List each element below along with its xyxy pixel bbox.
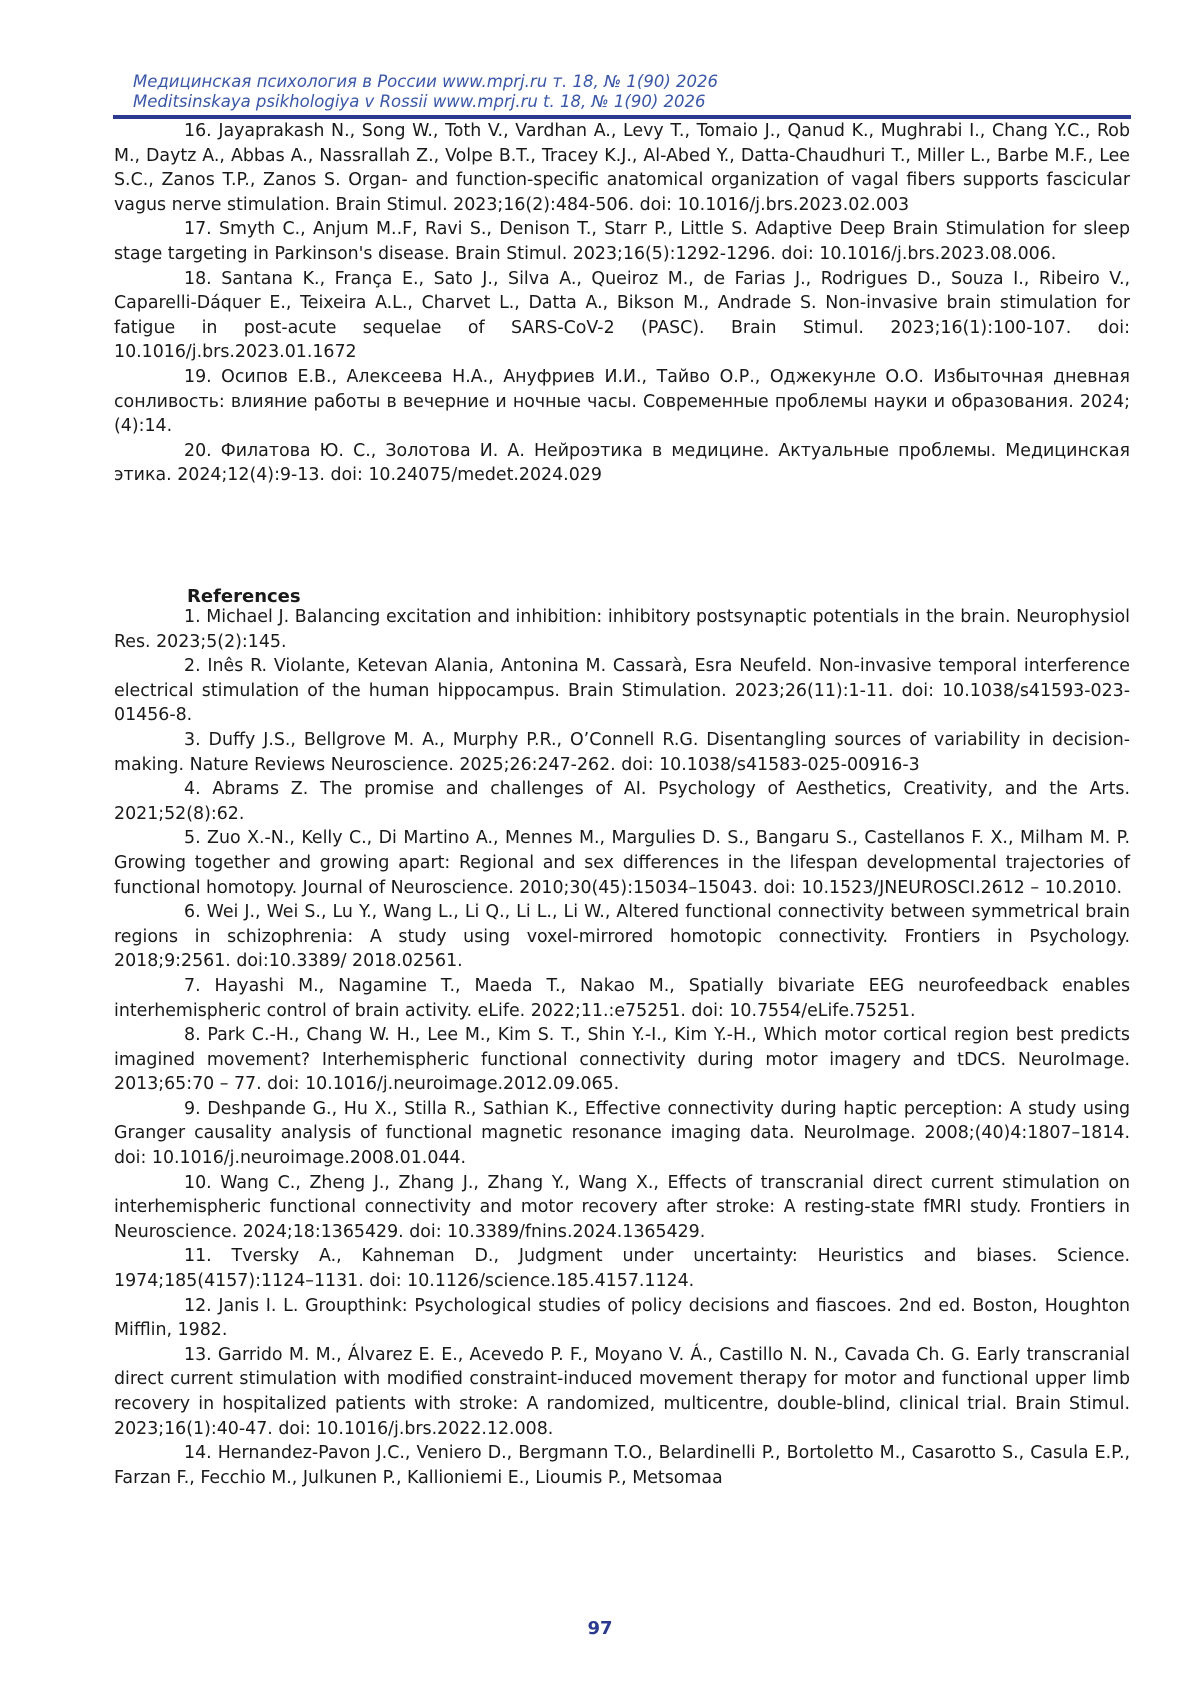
reference-item: 5. Zuo X.-N., Kelly C., Di Martino A., Mennes M., Margulies D. S., Bangaru S., Castellanos F. X., Milham M. P. Growing together and growing apart: Regional and sex differences in the lifespan developmental trajectories of functional homotopy. Journal of Neuroscience. 2010;30(45):15034–15043. doi: 10.1523/JNEUROSCI.2612 – 10.2010. <box>114 828 1130 898</box>
reference-item: 13. Garrido M. M., Álvarez E. E., Acevedo P. F., Moyano V. Á., Castillo N. N., Cavada Ch. G. Early transcranial direct current stimulation with modified constraint-induced movement therapy for motor and functional upper limb recovery in hospitalized patients with stroke: A randomized, multicentre, double-blind, clinical trial. Brain Stimul. 2023;16(1):40-47. doi: 10.1016/j.brs.2022.12.008. <box>114 1344 1130 1439</box>
reference-item: 17. Smyth C., Anjum M..F, Ravi S., Denison T., Starr P., Little S. Adaptive Deep Brain Stimulation for sleep stage targeting in Parkinson's disease. Brain Stimul. 2023;16(5):1292-1296. doi: 10.1016/j.brs.2023.08.006. <box>114 219 1130 264</box>
reference-item: 1. Michael J. Balancing excitation and inhibition: inhibitory postsynaptic potentials in the brain. Neurophysiol Res. 2023;5(2):145. <box>114 607 1130 652</box>
reference-list <box>114 605 1130 1490</box>
header-line-translit: Meditsinskaya psikhologiya v Rossii www.mprj.ru t. 18, № 1(90) 2026 <box>133 92 706 111</box>
reference-item: 19. Осипов Е.В., Алексеева Н.А., Ануфриев И.И., Тайво О.Р., Оджекунле О.О. Избыточная дневная сонливость: влияние работы в вечерние и ночные часы. Современные проблемы науки и образования. 2024;(4):14. <box>114 366 1130 437</box>
references-heading: References <box>187 586 301 607</box>
reference-item: 18. Santana K., França E., Sato J., Silva A., Queiroz M., de Farias J., Rodrigues D., Souza I., Ribeiro V., Caparelli-Dáquer E., Teixeira A.L., Charvet L., Datta A., Bikson M., Andrade S. Non-invasive brain stimulation for fatigue in post-acute sequelae of SARS-CoV-2 (PASC). Brain Stimul. 2023;16(1):100-107. doi: 10.1016/j.brs.2023.01.1672 <box>114 268 1130 363</box>
reference-item: 11. Tversky A., Kahneman D., Judgment under uncertainty: Heuristics and biases. Science. 1974;185(4157):1124–1131. doi: 10.1126/science.185.4157.1124. <box>114 1246 1130 1292</box>
reference-item: 16. Jayaprakash N., Song W., Toth V., Vardhan A., Levy T., Tomaio J., Qanud K., Mughrabi I., Chang Y.C., Rob M., Daytz A., Abbas A., Nassrallah Z., Volpe B.T., Tracey K.J., Al-Abed Y., Datta-Chaudhuri T., Miller L., Barbe M.F., Lee S.C., Zanos T.P., Zanos S. Organ- and function-specific anatomical organization of vagal fibers supports fascicular vagus nerve stimulation. Brain Stimul. 2023;16(2):484-506. doi: 10.1016/j.brs.2023.02.003 <box>114 121 1130 215</box>
reference-item: 20. Филатова Ю. С., Золотова И. А. Нейроэтика в медицине. Актуальные проблемы. Медицинская этика. 2024;12(4):9-13. doi: 10.24075/medet.2024.029 <box>114 440 1130 486</box>
reference-item: 4. Abrams Z. The promise and challenges of AI. Psychology of Aesthetics, Creativity, and the Arts. 2021;52(8):62. <box>114 779 1130 824</box>
reference-item: 8. Park C.-H., Chang W. H., Lee M., Kim S. T., Shin Y.-I., Kim Y.-H., Which motor cortical region best predicts imagined movement? Interhemispheric functional connectivity during motor imagery and tDCS. NeuroImage. 2013;65:70 – 77. doi: 10.1016/j.neuroimage.2012.09.065. <box>114 1025 1130 1095</box>
journal-header <box>133 72 1133 112</box>
reference-item: 10. Wang C., Zheng J., Zhang J., Zhang Y., Wang X., Effects of transcranial direct current stimulation on interhemispheric functional connectivity and motor recovery after stroke: A resting-state fMRI study. Frontiers in Neuroscience. 2024;18:1365429. doi: 10.3389/fnins.2024.1365429. <box>114 1172 1130 1242</box>
reference-item: 9. Deshpande G., Hu X., Stilla R., Sathian K., Effective connectivity during haptic perception: A study using Granger causality analysis of functional magnetic resonance imaging data. NeuroImage. 2008;(40)4:1807–1814. doi: 10.1016/j.neuroimage.2008.01.044. <box>114 1098 1130 1169</box>
reference-item: 7. Hayashi M., Nagamine T., Maeda T., Nakao M., Spatially bivariate EEG neurofeedback enables interhemispheric control of brain activity. eLife. 2022;11.:e75251. doi: 10.7554/eLife.75251. <box>114 975 1130 1021</box>
reference-item: 3. Duffy J.S., Bellgrove M. A., Murphy P.R., O’Connell R.G. Disentangling sources of variability in decision-making. Nature Reviews Neuroscience. 2025;26:247-262. doi: 10.1038/s41583-025-00916-3 <box>114 729 1130 775</box>
reference-item: 6. Wei J., Wei S., Lu Y., Wang L., Li Q., Li L., Li W., Altered functional connectivity between symmetrical brain regions in schizophrenia: A study using voxel-mirrored homotopic connectivity. Frontiers in Psychology. 2018;9:2561. doi:10.3389/ 2018.02561. <box>114 902 1130 972</box>
reference-list-continued <box>114 119 1130 488</box>
reference-item: 14. Hernandez-Pavon J.C., Veniero D., Bergmann T.O., Belardinelli P., Bortoletto M., Casarotto S., Casula E.P., Farzan F., Fecchio M., Julkunen P., Kallioniemi E., Lioumis P., Metsomaa <box>114 1443 1130 1488</box>
reference-item: 12. Janis I. L. Groupthink: Psychological studies of policy decisions and fiascoes. 2nd ed. Boston, Houghton Mifflin, 1982. <box>114 1295 1130 1341</box>
reference-item: 2. Inês R. Violante, Ketevan Alania, Antonina M. Cassarà, Esra Neufeld. Non-invasive temporal interference electrical stimulation of the human hippocampus. Brain Stimulation. 2023;26(11):1-11. doi: 10.1038/s41593-023-01456-8. <box>114 656 1130 726</box>
page-number: 97 <box>587 1618 613 1639</box>
header-line-ru: Медицинская психология в России www.mprj.ru т. 18, № 1(90) 2026 <box>133 72 718 91</box>
